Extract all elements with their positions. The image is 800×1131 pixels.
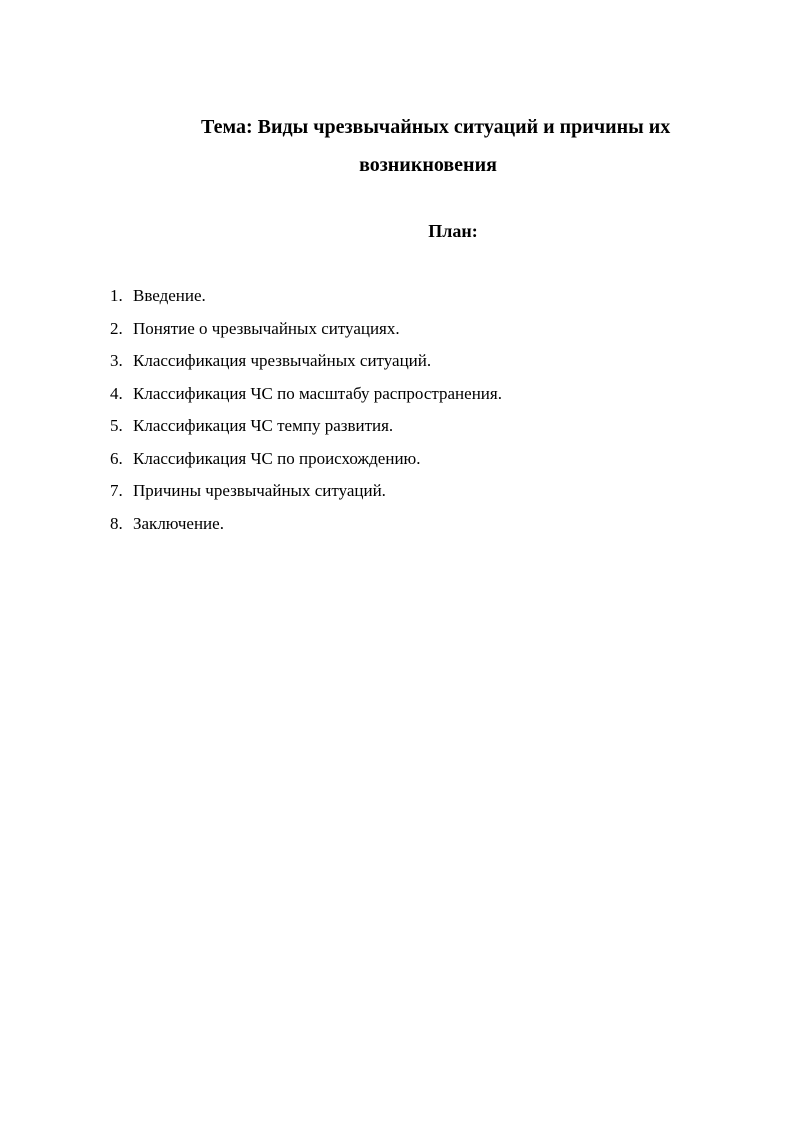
plan-item-4 bbox=[110, 383, 502, 405]
plan-item-number: 1. bbox=[110, 286, 123, 305]
document-title-line-1: Тема: Виды чрезвычайных ситуаций и причины их bbox=[201, 116, 671, 138]
plan-item-7 bbox=[110, 480, 502, 502]
plan-item-text: Понятие о чрезвычайных ситуациях. bbox=[133, 318, 400, 338]
plan-heading: План: bbox=[428, 221, 478, 241]
plan-item-3 bbox=[110, 350, 502, 372]
plan-item-text: Классификация ЧС по масштабу распространения. bbox=[133, 383, 502, 403]
plan-item-8 bbox=[110, 513, 502, 535]
plan-item-number: 3. bbox=[110, 351, 123, 370]
plan-item-1 bbox=[110, 285, 502, 307]
plan-item-5 bbox=[110, 415, 502, 437]
plan-item-number: 5. bbox=[110, 416, 123, 435]
plan-list bbox=[110, 285, 502, 545]
plan-item-text: Классификация чрезвычайных ситуаций. bbox=[133, 351, 432, 370]
plan-item-number: 7. bbox=[110, 481, 123, 500]
plan-item-text: Заключение. bbox=[133, 513, 224, 533]
plan-item-number: 2. bbox=[110, 318, 123, 338]
plan-item-text: Классификация ЧС по происхождению. bbox=[133, 448, 421, 468]
plan-item-number: 4. bbox=[110, 383, 123, 403]
plan-item-text: Причины чрезвычайных ситуаций. bbox=[133, 481, 386, 500]
plan-item-6 bbox=[110, 448, 502, 470]
plan-item-text: Введение. bbox=[133, 286, 206, 305]
document-title-line-2: возникновения bbox=[359, 154, 497, 176]
plan-item-number: 8. bbox=[110, 513, 123, 533]
plan-item-text: Классификация ЧС темпу развития. bbox=[133, 416, 394, 435]
plan-item-number: 6. bbox=[110, 448, 123, 468]
plan-item-2 bbox=[110, 318, 502, 340]
